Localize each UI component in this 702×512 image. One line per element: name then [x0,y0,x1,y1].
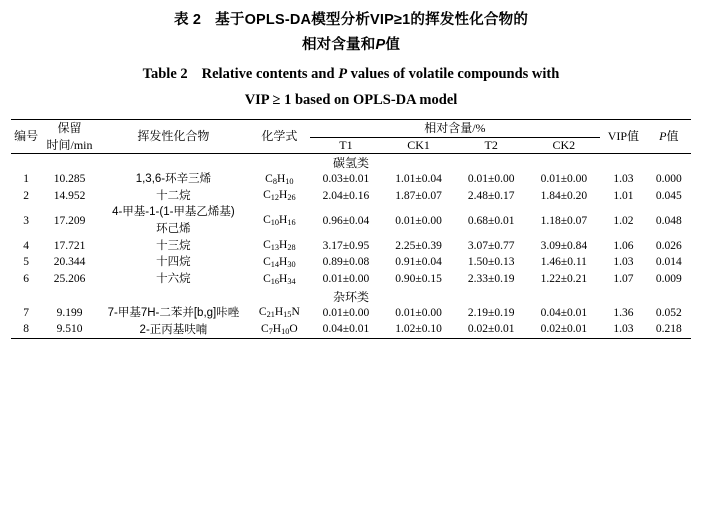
cell-formula: $C_{12}H_{26}$ [263,189,296,203]
cell-value-t2: 0.02±0.01 [467,323,515,336]
header-formula: 化学式 [261,129,298,144]
compound-name-line: 2-正丙基呋喃 [139,323,208,336]
header-relative-content-group: 相对含量/% [310,120,601,138]
cell-value-ck2: 1.22±0.21 [540,273,588,286]
table-section-label: 碳氢类 [332,156,369,171]
table-title-english-text1b: values of volatile compounds with [347,65,560,82]
cell-vip: 1.03 [613,172,634,185]
table-row [11,305,691,322]
cell-p-value: 0.000 [655,172,682,185]
cell-value-ck1: 1.02±0.10 [395,323,442,336]
cell-vip: 1.03 [613,256,634,269]
cell-value-t1: 0.03±0.01 [322,172,370,185]
compound-name-line: 7-甲基7H-二苯并[b,g]咔唑 [107,306,240,319]
cell-value-t2: 3.07±0.77 [467,239,515,252]
table-title-chinese-line2 [10,33,692,58]
cell-value-t1: 0.01±0.00 [322,273,370,286]
cell-value-t2: 1.50±0.13 [467,256,515,269]
compound-name-line: 十六烷 [156,273,191,286]
compound-name-line: 十三烷 [156,239,191,252]
cell-vip: 1.03 [613,323,634,336]
cell-value-ck2: 1.84±0.20 [540,189,588,202]
cell-p-value: 0.052 [655,306,682,319]
cell-retention-time: 9.199 [56,306,83,319]
table-title-chinese-text2a: 相对含量和 [301,37,376,54]
table-label-english: Table 2 [142,65,188,82]
header-retention-time-line2: 时间/min [46,137,93,152]
table-section-label: 杂环类 [332,289,369,304]
cell-compound-name [98,238,249,255]
cell-value-t1: 0.04±0.01 [322,323,370,336]
table-title-chinese-text1: 基于OPLS-DA模型分析VIP≥1的挥发性化合物的 [215,12,529,28]
cell-value-ck2: 1.18±0.07 [540,214,588,227]
cell-p-value: 0.218 [655,323,682,336]
cell-value-t1: 3.17±0.95 [322,239,370,252]
cell-value-ck1: 1.87±0.07 [395,189,442,202]
cell-value-t1: 0.01±0.00 [322,306,370,319]
cell-p-value: 0.026 [655,239,682,252]
table-title-chinese-p-italic: P [375,37,386,54]
cell-value-ck1: 0.01±0.00 [395,306,442,319]
cell-formula: $C_8H_{10}$ [265,172,294,186]
header-group-ck2: CK2 [552,138,576,153]
cell-compound-name [98,322,249,339]
header-group-t2: T2 [484,138,498,153]
compound-name-line: 环己烯 [156,223,191,236]
table-row [11,271,691,288]
cell-no: 1 [23,172,29,185]
header-retention-time [41,120,97,154]
cell-formula: $C_{14}H_{30}$ [263,255,296,269]
table-section-row [11,288,691,305]
table-bottom-rule [11,339,691,340]
cell-value-ck2: 1.46±0.11 [540,256,587,269]
cell-compound-name [98,254,249,271]
cell-value-ck2: 0.04±0.01 [540,306,588,319]
table-section-row [11,154,691,171]
table-title-english-p-italic: P [338,65,348,82]
cell-formula: $C_{10}H_{16}$ [263,214,296,228]
cell-value-t2: 0.68±0.01 [467,214,515,227]
table-title-english-line2: VIP ≥ 1 based on OPLS-DA model [244,91,458,108]
cell-retention-time: 9.510 [56,323,83,336]
cell-vip: 1.06 [613,239,634,252]
compound-name-line: 4-甲基-1-(1-甲基乙烯基) [112,206,235,219]
header-retention-time-line1: 保留 [57,121,82,136]
cell-value-t1: 2.04±0.16 [322,189,370,202]
cell-retention-time: 20.344 [53,256,86,269]
table-title-english-line1 [10,61,692,87]
compound-name-line: 十四烷 [156,256,191,269]
table-row [11,171,691,188]
table-title-chinese [10,8,692,59]
header-p-rest: 值 [666,129,679,144]
table-title-chinese-text2b: 值 [385,37,401,54]
cell-vip: 1.36 [613,306,634,319]
cell-value-t2: 0.01±0.00 [467,172,515,185]
cell-retention-time: 14.952 [53,189,86,202]
cell-value-ck1: 2.25±0.39 [395,239,442,252]
cell-p-value: 0.048 [655,214,682,227]
cell-retention-time: 10.285 [53,172,86,185]
cell-no: 4 [23,239,29,252]
header-group-t1: T1 [339,138,353,153]
cell-value-t2: 2.19±0.19 [467,306,515,319]
cell-formula: $C_{16}H_{34}$ [263,272,296,286]
cell-formula: $C_{21}H_{15}N$ [258,306,300,320]
table-header-row-1 [11,120,691,138]
cell-compound-name [98,188,249,205]
header-compound: 挥发性化合物 [137,129,210,144]
cell-no: 7 [23,306,29,319]
cell-value-t1: 0.96±0.04 [322,214,370,227]
cell-value-ck2: 3.09±0.84 [540,239,588,252]
cell-no: 5 [23,256,29,269]
cell-value-ck1: 1.01±0.04 [395,172,442,185]
cell-value-ck2: 0.02±0.01 [540,323,588,336]
compound-name-line: 十二烷 [156,189,191,202]
table-body [11,154,691,339]
cell-vip: 1.01 [613,189,634,202]
table-title-chinese-line1 [10,8,692,33]
table-title-english-text1a: Relative contents and [201,65,339,82]
cell-value-ck1: 0.91±0.04 [395,256,442,269]
table-label-chinese: 表 2 [173,12,202,28]
header-vip: VIP值 [607,129,640,144]
cell-no: 6 [23,273,29,286]
cell-formula: $C_{13}H_{28}$ [263,239,296,253]
cell-value-t1: 0.89±0.08 [322,256,370,269]
cell-vip: 1.07 [613,273,634,286]
cell-p-value: 0.009 [655,273,682,286]
cell-p-value: 0.014 [655,256,682,269]
cell-compound-name [98,204,249,237]
cell-no: 3 [23,214,29,227]
header-p-italic: P [659,129,667,144]
table-row [11,238,691,255]
cell-compound-name [98,171,249,188]
table-row [11,188,691,205]
cell-value-ck1: 0.01±0.00 [395,214,442,227]
cell-no: 2 [23,189,29,202]
header-no: 编号 [14,129,39,144]
cell-no: 8 [23,323,29,336]
table-row [11,322,691,339]
header-group-ck1: CK1 [407,138,430,153]
cell-value-ck2: 0.01±0.00 [540,172,588,185]
cell-value-t2: 2.48±0.17 [467,189,515,202]
cell-value-ck1: 0.90±0.15 [395,273,442,286]
cell-retention-time: 17.209 [53,214,86,227]
cell-compound-name [98,305,249,322]
cell-formula: $C_7H_{10}O$ [260,322,298,336]
cell-compound-name [98,271,249,288]
cell-vip: 1.02 [613,214,634,227]
table-row [11,254,691,271]
cell-p-value: 0.045 [655,189,682,202]
table-row [11,204,691,237]
vip-compounds-table [11,119,691,339]
cell-value-t2: 2.33±0.19 [467,273,515,286]
cell-retention-time: 25.206 [53,273,86,286]
header-p-value [647,120,691,154]
table-title-english [10,61,692,113]
cell-retention-time: 17.721 [53,239,86,252]
compound-name-line: 1,3,6-环辛三烯 [135,173,212,186]
